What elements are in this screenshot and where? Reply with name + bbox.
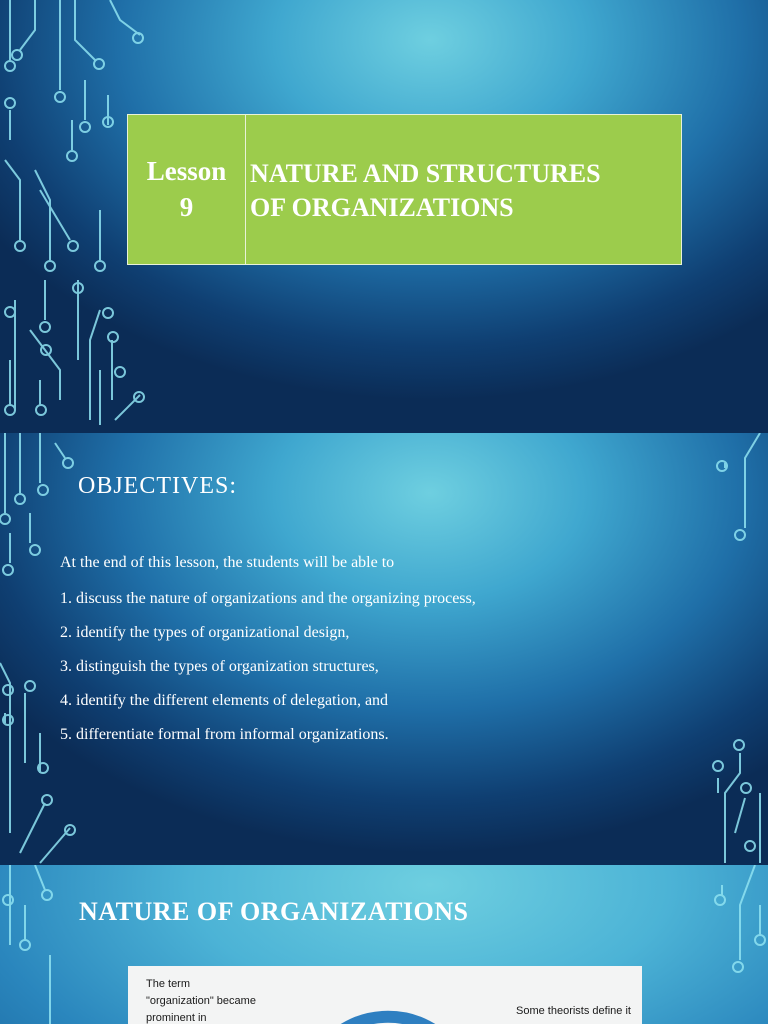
lesson-label xyxy=(147,153,227,225)
lesson-title-cell xyxy=(246,115,681,264)
preview-right-text: Some theorists define it xyxy=(516,1005,631,1017)
cycle-arrow-icon xyxy=(308,986,468,1024)
nature-heading: NATURE OF ORGANIZATIONS xyxy=(79,897,469,926)
list-item: 4. identify the different elements of delegation, and xyxy=(60,692,389,709)
preview-left-text xyxy=(146,976,306,1024)
nature-slide xyxy=(0,865,768,1024)
list-item: 1. discuss the nature of organizations and the organizing process, xyxy=(60,590,476,607)
lesson-title-box xyxy=(127,114,682,265)
objectives-heading: OBJECTIVES: xyxy=(78,473,238,499)
list-item: 3. distinguish the types of organization structures, xyxy=(60,658,379,675)
lesson-number-text: 9 xyxy=(179,192,194,222)
objectives-slide xyxy=(0,433,768,865)
title-slide xyxy=(0,0,768,433)
lesson-number-cell xyxy=(128,115,246,264)
list-item: 2. identify the types of organizational design, xyxy=(60,624,350,641)
preview-left-line: prominent in xyxy=(146,1012,207,1024)
lesson-label-text: Lesson xyxy=(146,156,227,186)
lesson-title-line1: NATURE AND STRUCTURES xyxy=(250,159,601,188)
lesson-title-line2: OF ORGANIZATIONS xyxy=(250,193,514,222)
list-item: 5. differentiate formal from informal organizations. xyxy=(60,726,389,743)
objectives-list xyxy=(60,587,476,757)
preview-left-line: "organization" became xyxy=(146,995,256,1007)
preview-left-line: The term xyxy=(146,978,191,990)
diagram-preview xyxy=(128,966,642,1024)
objectives-intro: At the end of this lesson, the students will be able to xyxy=(60,554,395,571)
